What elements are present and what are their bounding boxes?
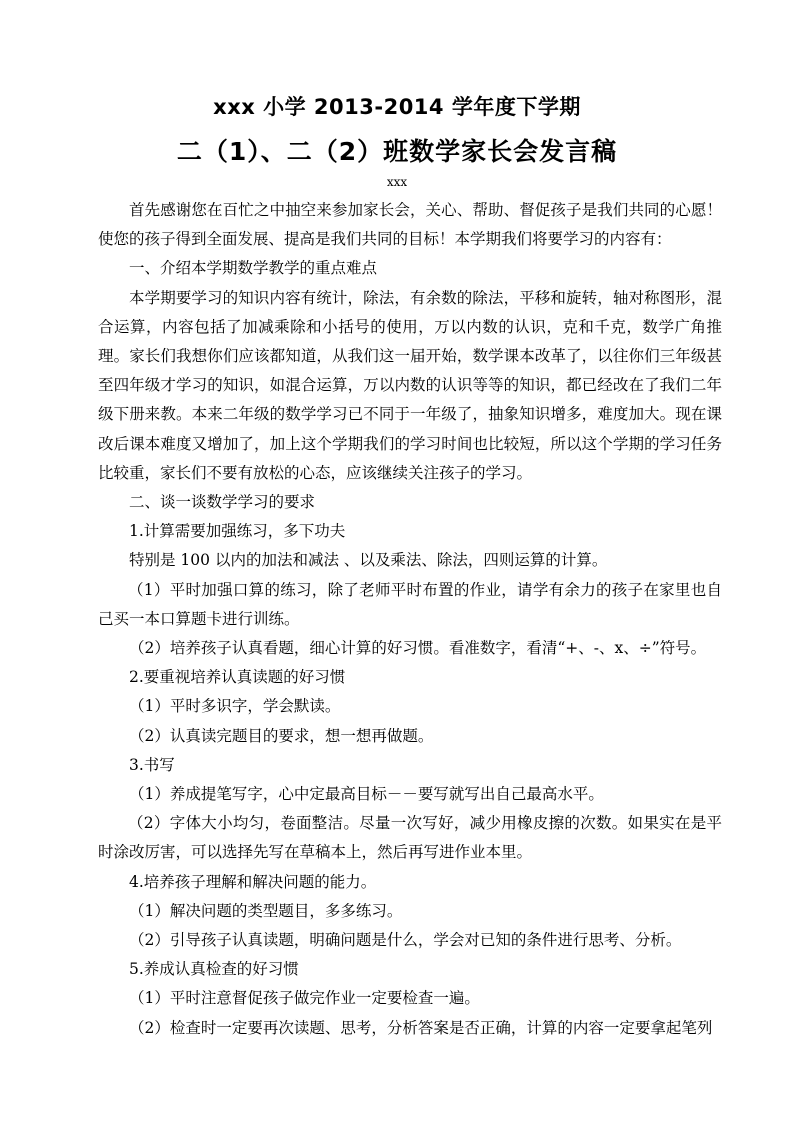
subsection-heading: 4.培养孩子理解和解决问题的能力。 bbox=[129, 872, 377, 891]
subsection-heading: 3.书写 bbox=[129, 755, 175, 774]
content-paragraph: 本学期要学习的知识内容有统计，除法，有余数的除法，平移和旋转，轴对称图形，混合运算，内容包括了加减乘除和小括号的使用，万以内数的认识，克和千克，数学广角推理。家长们我想你们应该都知道，从我们这一届开始，数学课本改革了，以往你们三年级甚至四年级才学习的知识，如混合运算，万以内数的认识等等的知识，都已经改在了我们二年级下册来教。本来二年级的数学学习已不同于一年级了，抽象知识增多，难度加大。现在课改后课本难度又增加了，加上这个学期我们的学习时间也比较短，所以这个学期的学习任务比较重，家长们不要有放松的心态，应该继续关注孩子的学习。 bbox=[98, 288, 722, 482]
subsection-heading: 1.计算需要加强练习，多下功夫 bbox=[129, 522, 346, 541]
document-subtitle: 二（1）、二（2）班数学家长会发言稿 bbox=[176, 137, 618, 166]
list-item: （2）培养孩子认真看题，细心计算的好习惯。看准数字，看清“+、-、x、÷”符号。 bbox=[129, 639, 707, 658]
intro-paragraph: 首先感谢您在百忙之中抽空来参加家长会，关心、帮助、督促孩子是我们共同的心愿！使您的孩子得到全面发展、提高是我们共同的目标！本学期我们将要学习的内容有： bbox=[98, 201, 722, 249]
section-heading-2: 二、谈一谈数学学习的要求 bbox=[129, 493, 316, 512]
list-item: （1）平时多识字，学会默读。 bbox=[129, 697, 341, 716]
subsection-heading: 5.养成认真检查的好习惯 bbox=[129, 960, 299, 979]
list-item: （1）平时注意督促孩子做完作业一定要检查一遍。 bbox=[129, 989, 480, 1008]
document-title: xxx 小学 2013-2014 学年度下学期 bbox=[213, 95, 581, 119]
author-name: xxx bbox=[386, 175, 408, 189]
document-body bbox=[98, 196, 722, 1043]
paragraph: 特别是 100 以内的加法和减法 、以及乘法、除法，四则运算的计算。 bbox=[129, 551, 608, 570]
list-item: （1）养成提笔写字，心中定最高目标－－要写就写出自己最高水平。 bbox=[129, 785, 604, 804]
list-item: （2）字体大小均匀，卷面整洁。尽量一次写好，减少用橡皮擦的次数。如果实在是平时涂改厉害，可以选择先写在草稿本上，然后再写进作业本里。 bbox=[98, 814, 722, 862]
section-heading-1: 一、介绍本学期数学教学的重点难点 bbox=[129, 259, 378, 278]
list-item: （1）解决问题的类型题目，多多练习。 bbox=[129, 901, 403, 920]
list-item: （1）平时加强口算的练习，除了老师平时布置的作业，请学有余力的孩子在家里也自己买一本口算题卡进行训练。 bbox=[98, 580, 722, 628]
list-item: （2）认真读完题目的要求，想一想再做题。 bbox=[129, 726, 434, 745]
list-item: （2）引导孩子认真读题，明确问题是什么，学会对已知的条件进行思考、分析。 bbox=[129, 931, 682, 950]
list-item: （2）检查时一定要再次读题、思考，分析答案是否正确，计算的内容一定要拿起笔列 bbox=[129, 1018, 713, 1037]
subsection-heading: 2.要重视培养认真读题的好习惯 bbox=[129, 668, 346, 687]
